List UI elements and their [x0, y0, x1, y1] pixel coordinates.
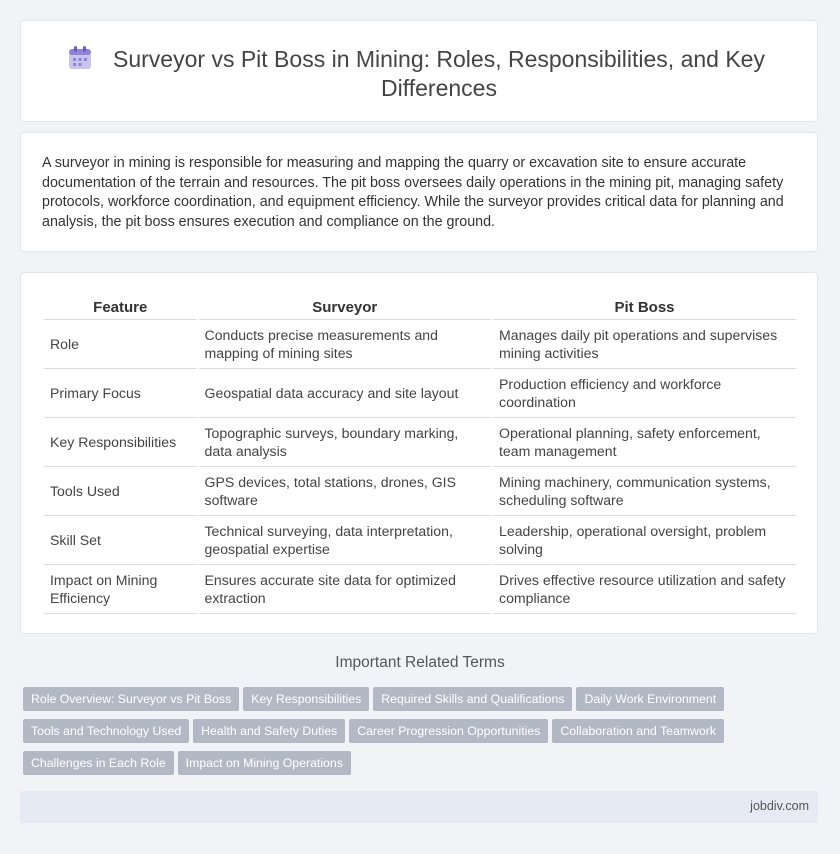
table-row [44, 516, 796, 565]
feature-cell: Key Responsibilities [44, 418, 197, 467]
related-term-tag[interactable]: Collaboration and Teamwork [552, 719, 724, 743]
related-terms-list [23, 687, 803, 783]
pit-boss-cell: Production efficiency and workforce coordination [493, 369, 796, 418]
related-term-tag[interactable]: Key Responsibilities [243, 687, 369, 711]
table-row [44, 369, 796, 418]
table-row [44, 418, 796, 467]
related-term-tag[interactable]: Required Skills and Qualifications [373, 687, 572, 711]
pit-boss-cell: Leadership, operational oversight, problem solving [493, 516, 796, 565]
title-card [20, 20, 818, 122]
related-term-tag[interactable]: Challenges in Each Role [23, 751, 174, 775]
footer-site-link[interactable]: jobdiv.com [750, 799, 809, 813]
related-term-tag[interactable]: Health and Safety Duties [193, 719, 345, 743]
feature-cell: Tools Used [44, 467, 197, 516]
table-row [44, 467, 796, 516]
header-pit-boss: Pit Boss [493, 295, 796, 320]
surveyor-cell: Ensures accurate site data for optimized extraction [199, 565, 492, 614]
comparison-table [42, 295, 798, 614]
header-surveyor: Surveyor [199, 295, 492, 320]
surveyor-cell: Conducts precise measurements and mapping of mining sites [199, 320, 492, 369]
surveyor-cell: Geospatial data accuracy and site layout [199, 369, 492, 418]
related-term-tag[interactable]: Career Progression Opportunities [349, 719, 548, 743]
related-term-tag[interactable]: Role Overview: Surveyor vs Pit Boss [23, 687, 239, 711]
summary-card [20, 132, 818, 252]
related-term-tag[interactable]: Tools and Technology Used [23, 719, 189, 743]
pit-boss-cell: Mining machinery, communication systems, scheduling software [493, 467, 796, 516]
feature-cell: Role [44, 320, 197, 369]
surveyor-cell: Topographic surveys, boundary marking, data analysis [199, 418, 492, 467]
footer-bar [20, 791, 818, 823]
surveyor-cell: Technical surveying, data interpretation, geospatial expertise [199, 516, 492, 565]
feature-cell: Impact on Mining Efficiency [44, 565, 197, 614]
table-header-row [44, 295, 796, 320]
pit-boss-cell: Operational planning, safety enforcement, team management [493, 418, 796, 467]
pit-boss-cell: Drives effective resource utilization and safety compliance [493, 565, 796, 614]
summary-paragraph: A surveyor in mining is responsible for measuring and mapping the quarry or excavation site to ensure accurate documentation of the terrain and resources. The pit boss oversees daily operations in the mining pit, managing safety protocols, workforce coordination, and equipment efficiency. While the surveyor provides critical data for planning and analysis, the pit boss ensures execution and compliance on the ground. [42, 155, 784, 230]
page-title: Surveyor vs Pit Boss in Mining: Roles, Responsibilities, and Key Differences [113, 46, 765, 101]
pit-boss-cell: Manages daily pit operations and supervises mining activities [493, 320, 796, 369]
related-term-tag[interactable]: Impact on Mining Operations [178, 751, 351, 775]
feature-cell: Primary Focus [44, 369, 197, 418]
comparison-card [20, 272, 818, 634]
related-terms-heading: Important Related Terms [335, 654, 505, 671]
table-row [44, 565, 796, 614]
feature-cell: Skill Set [44, 516, 197, 565]
header-feature: Feature [44, 295, 197, 320]
related-term-tag[interactable]: Daily Work Environment [576, 687, 724, 711]
surveyor-cell: GPS devices, total stations, drones, GIS software [199, 467, 492, 516]
table-row [44, 320, 796, 369]
